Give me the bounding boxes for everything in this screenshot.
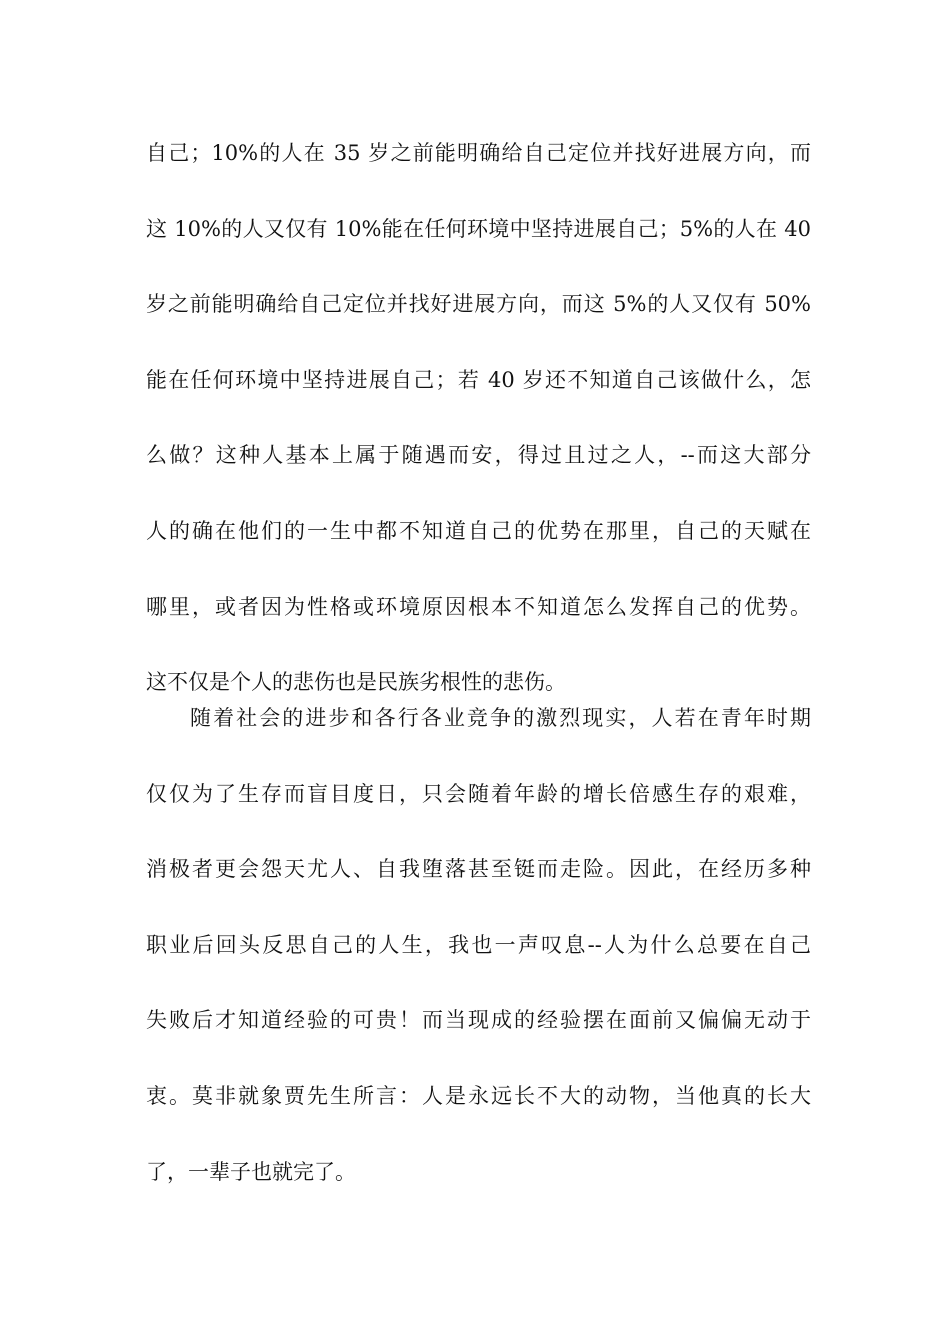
- paragraph-line: 失败后才知道经验的可贵！而当现成的经验摆在面前又偏偏无动于: [146, 1008, 811, 1033]
- paragraph-line: 消极者更会怨天尤人、自我堕落甚至铤而走险。因此，在经历多种: [146, 857, 811, 882]
- paragraph-indented: [146, 681, 811, 1210]
- paragraph-line: 自己；10%的人在 35 岁之前能明确给自己定位并找好进展方向，而: [146, 141, 811, 165]
- paragraph-line-last: 了，一辈子也就完了。: [146, 1159, 356, 1184]
- paragraph-line-last: 这不仅是个人的悲伤也是民族劣根性的悲伤。: [146, 670, 566, 695]
- paragraph-continued: [146, 116, 811, 721]
- paragraph-line: 么做？这种人基本上属于随遇而安，得过且过之人，--而这大部分: [146, 443, 811, 468]
- paragraph-line: 这 10%的人又仅有 10%能在任何环境中坚持进展自己；5%的人在 40: [146, 216, 811, 241]
- paragraph-line: 人的确在他们的一生中都不知道自己的优势在那里，自己的天赋在: [146, 518, 811, 543]
- paragraph-line: 职业后回头反思自己的人生，我也一声叹息--人为什么总要在自己: [146, 932, 811, 957]
- paragraph-line: 能在任何环境中坚持进展自己；若 40 岁还不知道自己该做什么，怎: [146, 367, 811, 392]
- paragraph-first-line: 随着社会的进步和各行各业竞争的激烈现实，人若在青年时期: [190, 706, 811, 730]
- paragraph-line: 岁之前能明确给自己定位并找好进展方向，而这 5%的人又仅有 50%: [146, 292, 811, 317]
- paragraph-line: 哪里，或者因为性格或环境原因根本不知道怎么发挥自己的优势。: [146, 594, 811, 619]
- paragraph-line: 衷。莫非就象贾先生所言：人是永远长不大的动物，当他真的长大: [146, 1083, 811, 1108]
- paragraph-line: 仅仅为了生存而盲目度日，只会随着年龄的增长倍感生存的艰难，: [146, 781, 811, 806]
